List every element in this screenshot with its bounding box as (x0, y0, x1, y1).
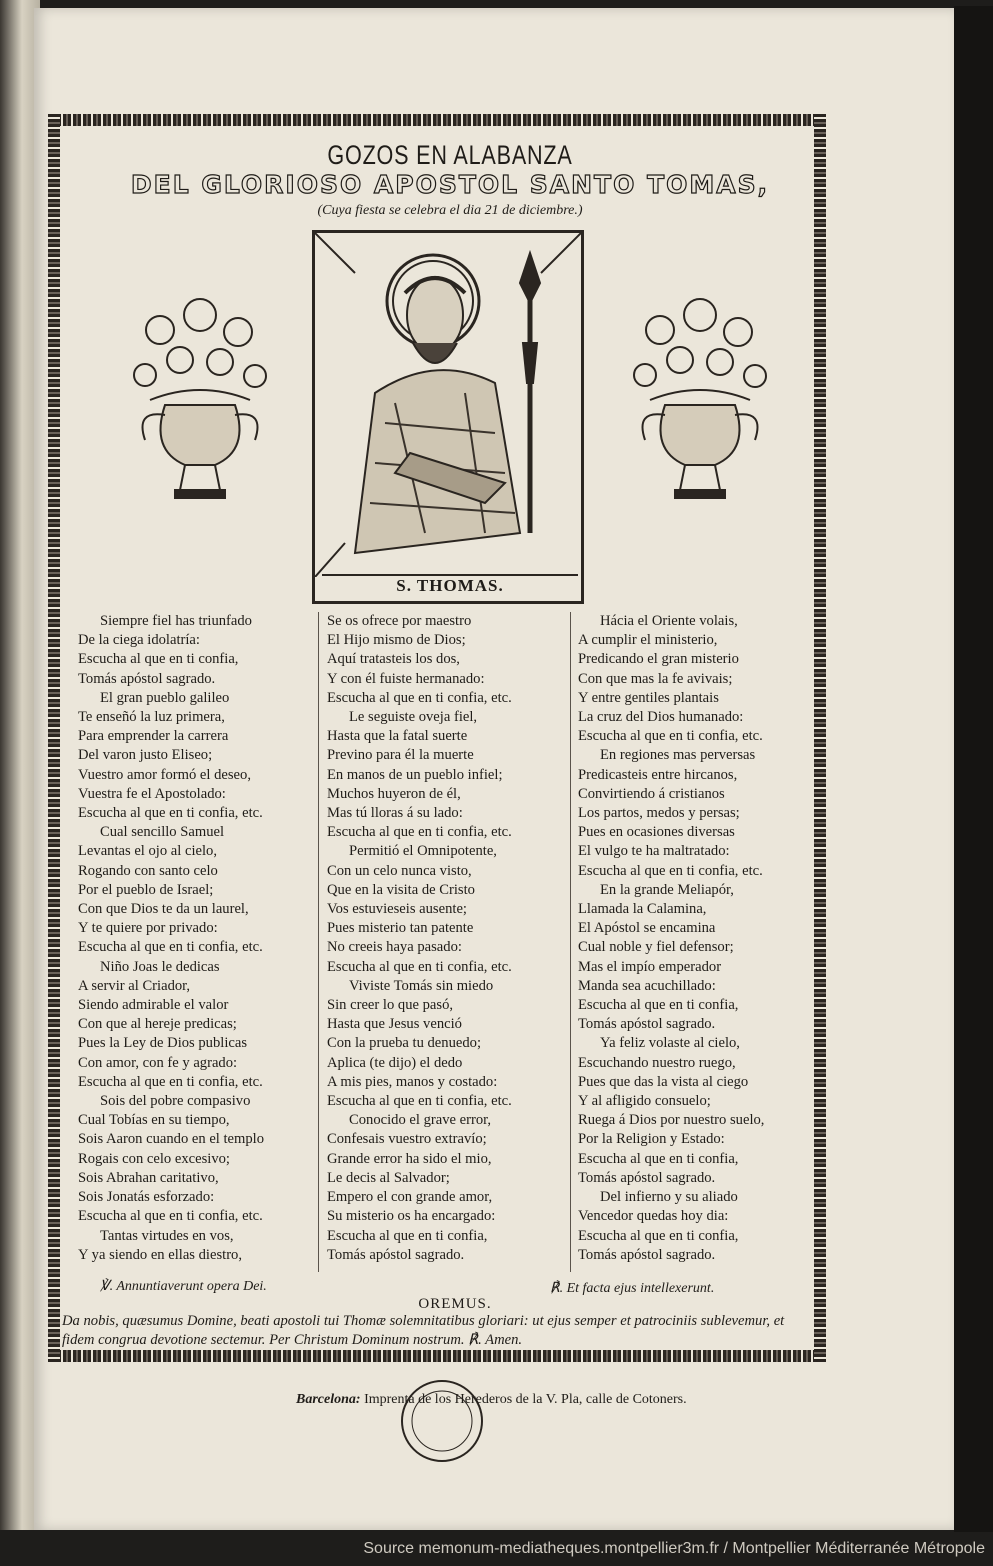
verse-line: Tantas virtudes en vos, (100, 1227, 234, 1244)
verse-line: Previno para él la muerte (327, 747, 474, 764)
woodcut-caption: S. THOMAS. (322, 574, 578, 598)
verse-line: Por el pueblo de Israel; (78, 881, 214, 898)
verse-line: El gran pueblo galileo (100, 689, 230, 706)
verse-line: Escucha al que en ti confia, etc. (78, 1073, 263, 1090)
verse-line: Del infierno y su aliado (600, 1189, 738, 1206)
verse-line: En regiones mas perversas (600, 747, 756, 764)
prayer-text: Da nobis, quæsumus Domine, beati apostoli tui Thomæ solemnitatibus gloriari: ut ejus semper et patrociniis sublevemur, et fidem congrua devotione sectemur. Per Christum Dominum nostrum. ℟. Amen. (62, 1313, 785, 1348)
verse-line: Para emprender la carrera (78, 728, 229, 745)
verse-line: Escucha al que en ti confia, (578, 1227, 739, 1244)
verse-line: Escucha al que en ti confia, etc. (78, 805, 263, 822)
verse-line: Muchos huyeron de él, (327, 785, 461, 802)
verse-line: Y al afligido consuelo; (578, 1093, 711, 1110)
verse-line: Predicasteis entre hircanos, (578, 766, 738, 783)
verse-line: Y te quiere por privado: (78, 920, 218, 937)
verse-line: Cual sencillo Samuel (100, 824, 225, 841)
verse-line: Rogando con santo celo (78, 862, 218, 879)
verse-line: El Apóstol se encamina (578, 920, 716, 937)
verse-line: A servir al Criador, (78, 977, 191, 994)
response: ℟. Et facta ejus intellexerunt. (550, 1281, 715, 1296)
verse-line: Escucha al que en ti confia, etc. (578, 728, 763, 745)
verse-line: Escucha al que en ti confia, etc. (327, 1093, 512, 1110)
verse-line: Tomás apóstol sagrado. (578, 1246, 716, 1263)
verse-line: Tomás apóstol sagrado. (327, 1246, 465, 1263)
verse-line: Empero el con grande amor, (327, 1189, 493, 1206)
verse-line: Aplica (te dijo) el dedo (327, 1054, 463, 1071)
verse-line: Con que mas la fe avivais; (578, 670, 733, 687)
verse-line: Escucha al que en ti confia, etc. (578, 862, 763, 879)
oremus-heading: OREMUS. (418, 1296, 492, 1312)
verse-line: Conocido el grave error, (349, 1112, 492, 1129)
column-divider (570, 612, 571, 1272)
verse-line: Escuchando nuestro ruego, (578, 1054, 736, 1071)
title-line-2: DEL GLORIOSO APOSTOL SANTO TOMAS, (130, 170, 770, 199)
verse-line: Su misterio os ha encargado: (327, 1208, 496, 1225)
verse-line: Siempre fiel has triunfado (100, 613, 252, 629)
verse-line: Escucha al que en ti confia, etc. (327, 958, 512, 975)
verse-line: Los partos, medos y persas; (578, 805, 740, 822)
verse-line: Con la prueba tu denuedo; (327, 1035, 482, 1052)
verse-line: Escucha al que en ti confia, etc. (327, 824, 512, 841)
verse-line: Sois del pobre compasivo (100, 1093, 251, 1110)
imprint-text: Imprenta de los Herederos de la V. Pla, calle de Cotoners. (360, 1392, 687, 1407)
verse-line: Cual noble y fiel defensor; (578, 939, 734, 956)
verse-line: Y con él fuiste hermanado: (327, 670, 485, 687)
verse-line: De la ciega idolatría: (78, 632, 200, 649)
saint-thomas-illustration (315, 233, 581, 577)
verse-line: Rogais con celo excesivo; (78, 1150, 230, 1167)
verse-line: Pues la Ley de Dios publicas (78, 1035, 248, 1052)
verse-line: Escucha al que en ti confia, (78, 651, 239, 668)
verse-line: Levantas el ojo al cielo, (78, 843, 217, 860)
verse-line: Sois Abrahan caritativo, (78, 1169, 219, 1186)
verse-line: Hácia el Oriente volais, (600, 613, 738, 629)
verse-line: Predicando el gran misterio (578, 651, 739, 668)
verse-line: Hasta que la fatal suerte (327, 728, 468, 745)
page-edge (954, 6, 993, 1532)
verse-line: Escucha al que en ti confia, etc. (78, 1208, 263, 1225)
verse-line: Manda sea acuchillado: (578, 977, 716, 994)
verse-line: Y ya siendo en ellas diestro, (78, 1246, 243, 1263)
verse-line: Aquí tratasteis los dos, (327, 651, 460, 668)
verse-line: Tomás apóstol sagrado. (578, 1016, 716, 1033)
verse-line: Pues misterio tan patente (327, 920, 474, 937)
verse-line: Sois Jonatás esforzado: (78, 1189, 215, 1206)
verse-line: Vuestro amor formó el deseo, (78, 766, 251, 783)
verse-line: Convirtiendo á cristianos (578, 785, 725, 802)
imprint-line (296, 1392, 687, 1408)
verse-line: Sin creer lo que pasó, (327, 997, 454, 1014)
verse-line: En manos de un pueblo infiel; (327, 766, 503, 783)
verse-line: Mas tú lloras á su lado: (327, 805, 463, 822)
verse-line: No creeis haya pasado: (327, 939, 462, 956)
verse-line: Viviste Tomás sin miedo (349, 977, 494, 994)
verse-column-middle (327, 612, 512, 1265)
verse-line: Con amor, con fe y agrado: (78, 1054, 238, 1071)
verse-line: Siendo admirable el valor (78, 997, 229, 1014)
verse-line: Con que Dios te da un laurel, (78, 901, 249, 918)
verse-line: El Hijo mismo de Dios; (327, 632, 466, 649)
verse-line: Con que al hereje predicas; (78, 1016, 237, 1033)
verse-line: Se os ofrece por maestro (327, 613, 472, 629)
column-divider (318, 612, 319, 1272)
verse-line: Confesais vuestro extravío; (327, 1131, 487, 1148)
verse-line: Que en la visita de Cristo (327, 881, 475, 898)
verse-line: Con un celo nunca visto, (327, 862, 472, 879)
verse-line: Tomás apóstol sagrado. (78, 670, 216, 687)
verse-line: Escucha al que en ti confia, etc. (78, 939, 263, 956)
verse-line: El vulgo te ha maltratado: (578, 843, 730, 860)
flower-vase-left-icon (120, 290, 280, 515)
verse-line: Sois Aaron cuando en el templo (78, 1131, 265, 1148)
verse-line: A mis pies, manos y costado: (327, 1073, 498, 1090)
verse-line: Escucha al que en ti confia, (578, 997, 739, 1014)
verse-line: Le seguiste oveja fiel, (349, 709, 478, 726)
verse-line: Hasta que Jesus venció (327, 1016, 462, 1033)
verse-line: A cumplir el ministerio, (578, 632, 718, 649)
verse-line: Pues que das la vista al ciego (578, 1073, 749, 1090)
verse-line: Pues en ocasiones diversas (578, 824, 735, 841)
verse-line: Ya feliz volaste al cielo, (600, 1035, 740, 1052)
verse-line: Ruega á Dios por nuestro suelo, (578, 1112, 765, 1129)
versicle: ℣. Annuntiaverunt opera Dei. (100, 1279, 267, 1294)
verse-line: Del varon justo Eliseo; (78, 747, 213, 764)
verse-line: Y entre gentiles plantais (578, 689, 719, 706)
verse-line: Te enseñó la luz primera, (78, 709, 225, 726)
title-line-1: GOZOS EN ALABANZA (327, 140, 573, 170)
verse-line: Por la Religion y Estado: (578, 1131, 725, 1148)
verse-column-left (78, 612, 264, 1265)
subtitle: (Cuya fiesta se celebra el dia 21 de diciembre.) (317, 203, 583, 218)
verse-column-right (578, 612, 764, 1265)
verse-line: Vos estuvieseis ausente; (327, 901, 467, 918)
verse-line: En la grande Meliapór, (600, 881, 734, 898)
verse-line: Escucha al que en ti confia, (327, 1227, 488, 1244)
flower-vase-right-icon (620, 290, 780, 515)
verse-line: Llamada la Calamina, (578, 901, 707, 918)
verse-line: Niño Joas le dedicas (100, 958, 220, 975)
imprint-city: Barcelona: (296, 1392, 361, 1407)
verse-line: Le decis al Salvador; (327, 1169, 450, 1186)
verse-line: Cual Tobías en su tiempo, (78, 1112, 230, 1129)
verse-line: Permitió el Omnipotente, (349, 843, 497, 860)
verse-line: Escucha al que en ti confia, (578, 1150, 739, 1167)
verse-line: Vencedor quedas hoy dia: (578, 1208, 729, 1225)
verse-line: Vuestra fe el Apostolado: (78, 785, 226, 802)
library-stamp-icon (382, 1376, 502, 1471)
verse-line: La cruz del Dios humanado: (578, 709, 744, 726)
verse-line: Mas el impío emperador (578, 958, 722, 975)
source-credit: Source memonum-mediatheques.montpellier3m.fr / Montpellier Méditerranée Métropole (363, 1540, 985, 1557)
verse-line: Grande error ha sido el mio, (327, 1150, 492, 1167)
saint-woodcut-image (312, 230, 584, 604)
verse-line: Tomás apóstol sagrado. (578, 1169, 716, 1186)
verse-line: Escucha al que en ti confia, etc. (327, 689, 512, 706)
